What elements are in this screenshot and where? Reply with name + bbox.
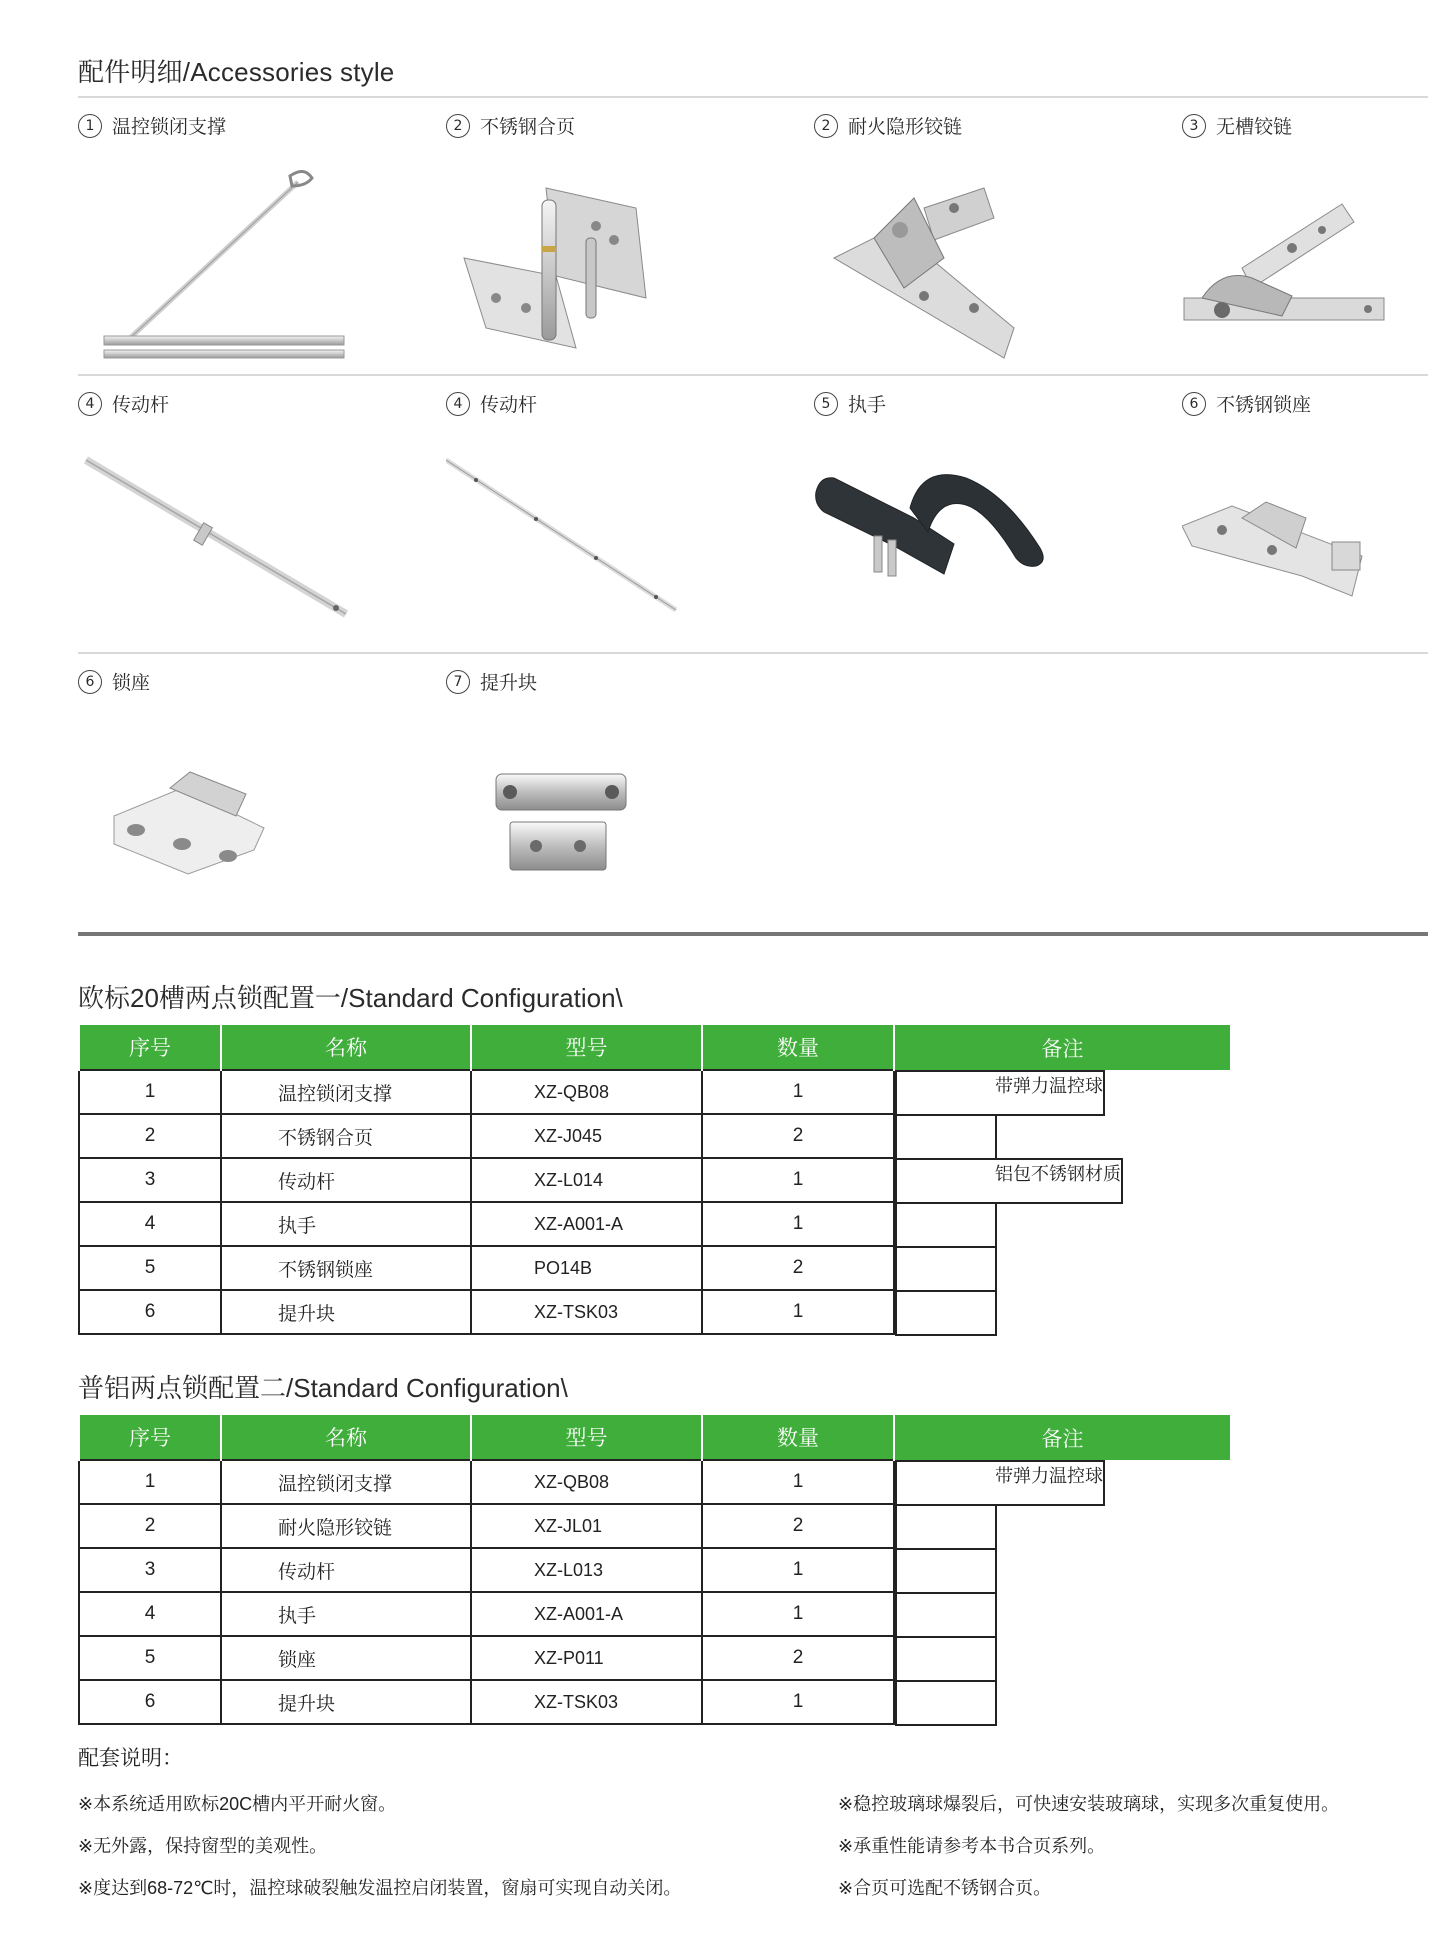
- cell-index: 6: [79, 1290, 221, 1334]
- column-header: 备注: [894, 1025, 1231, 1070]
- grooveless-hinge-image: [1182, 148, 1422, 368]
- cell-name: 不锈钢锁座: [221, 1246, 471, 1290]
- note-text: ※本系统适用欧标20C槽内平开耐火窗。: [78, 1794, 397, 1814]
- item-number: 2: [446, 114, 470, 138]
- notes-title: 配套说明：: [78, 1747, 183, 1770]
- item-label: 无槽铰链: [1216, 117, 1293, 138]
- lock-seat-image: [1182, 426, 1422, 646]
- cell-model: PO14B: [471, 1246, 702, 1290]
- table-row: [79, 1592, 1231, 1636]
- item-number: 4: [78, 392, 102, 416]
- cell-index: 1: [79, 1070, 221, 1114]
- page-title: 配件明细/Accessories style: [78, 57, 395, 87]
- table-row: [79, 1504, 1231, 1548]
- cell-model: XZ-JL01: [471, 1504, 702, 1548]
- divider: [78, 652, 1428, 654]
- cell-index: 5: [79, 1636, 221, 1680]
- cell-model: XZ-L014: [471, 1158, 702, 1202]
- accessory-item: [446, 668, 806, 938]
- cell-remark: [895, 1290, 997, 1336]
- cell-name: 温控锁闭支撑: [221, 1070, 471, 1114]
- cell-model: XZ-QB08: [471, 1070, 702, 1114]
- item-label: 提升块: [480, 673, 538, 694]
- cell-name: 提升块: [221, 1680, 471, 1724]
- item-number: 1: [78, 114, 102, 138]
- note-text: ※稳控玻璃球爆裂后，可快速安装玻璃球，实现多次重复使用。: [838, 1794, 1340, 1814]
- note-text: ※承重性能请参考本书合页系列。: [838, 1836, 1106, 1856]
- cell-quantity: 1: [702, 1548, 894, 1592]
- cell-remark: [895, 1592, 997, 1638]
- cell-index: 3: [79, 1158, 221, 1202]
- column-header: 名称: [221, 1025, 471, 1070]
- item-label: 传动杆: [112, 395, 170, 416]
- cell-quantity: 2: [702, 1636, 894, 1680]
- table-row: [79, 1460, 1231, 1504]
- cell-remark: [895, 1680, 997, 1726]
- cell-index: 3: [79, 1548, 221, 1592]
- table-row: [79, 1548, 1231, 1592]
- cell-quantity: 1: [702, 1070, 894, 1114]
- item-number: 2: [814, 114, 838, 138]
- accessory-item: [1182, 112, 1442, 382]
- cell-quantity: 1: [702, 1158, 894, 1202]
- closing-support-image: [78, 148, 398, 368]
- configuration-table: [78, 1025, 1232, 1335]
- transmission-rod-image: [446, 426, 766, 646]
- item-number: 3: [1182, 114, 1206, 138]
- cell-index: 1: [79, 1460, 221, 1504]
- divider: [78, 96, 1428, 98]
- cell-quantity: 1: [702, 1592, 894, 1636]
- item-label: 传动杆: [480, 395, 538, 416]
- cell-index: 4: [79, 1592, 221, 1636]
- cell-index: 2: [79, 1114, 221, 1158]
- cell-index: 2: [79, 1504, 221, 1548]
- cell-remark: 带弹力温控球: [895, 1070, 1105, 1116]
- table-row: [79, 1070, 1231, 1114]
- table-title: 欧标20槽两点锁配置一/Standard Configuration\: [78, 983, 623, 1013]
- cell-model: XZ-P011: [471, 1636, 702, 1680]
- cell-quantity: 1: [702, 1290, 894, 1334]
- handle-image: [814, 426, 1134, 646]
- cell-remark: 带弹力温控球: [895, 1460, 1105, 1506]
- table-row: [79, 1680, 1231, 1724]
- item-number: 6: [78, 670, 102, 694]
- cell-index: 5: [79, 1246, 221, 1290]
- hinge-image: [446, 148, 766, 368]
- cell-index: 6: [79, 1680, 221, 1724]
- note-text: ※无外露，保持窗型的美观性。: [78, 1836, 328, 1856]
- cell-quantity: 1: [702, 1680, 894, 1724]
- note-text: ※度达到68-72℃时，温控球破裂触发温控启闭装置，窗扇可实现自动关闭。: [78, 1878, 682, 1898]
- cell-remark: [895, 1114, 997, 1160]
- table-row: [79, 1290, 1231, 1334]
- divider: [78, 374, 1428, 376]
- configuration-table: [78, 1415, 1232, 1725]
- accessory-item: [78, 112, 438, 382]
- item-number: 5: [814, 392, 838, 416]
- table-row: [79, 1246, 1231, 1290]
- cell-model: XZ-A001-A: [471, 1202, 702, 1246]
- cell-name: 执手: [221, 1592, 471, 1636]
- cell-remark: [895, 1202, 997, 1248]
- item-label: 不锈钢锁座: [1216, 395, 1312, 416]
- accessory-item: [78, 390, 438, 660]
- table-header-row: [79, 1415, 1231, 1460]
- cell-model: XZ-TSK03: [471, 1680, 702, 1724]
- column-header: 序号: [79, 1415, 221, 1460]
- cell-remark: [895, 1246, 997, 1292]
- cell-remark: [895, 1636, 997, 1682]
- note-text: ※合页可选配不锈钢合页。: [838, 1878, 1052, 1898]
- cell-remark: 铝包不锈钢材质: [895, 1158, 1123, 1204]
- table-row: [79, 1114, 1231, 1158]
- item-number: 4: [446, 392, 470, 416]
- cell-name: 锁座: [221, 1636, 471, 1680]
- item-label: 温控锁闭支撑: [112, 117, 227, 138]
- cell-quantity: 2: [702, 1246, 894, 1290]
- cell-model: XZ-TSK03: [471, 1290, 702, 1334]
- cell-quantity: 2: [702, 1504, 894, 1548]
- cell-name: 温控锁闭支撑: [221, 1460, 471, 1504]
- accessory-item: [1182, 390, 1442, 660]
- cell-name: 提升块: [221, 1290, 471, 1334]
- accessory-item: [78, 668, 438, 938]
- cell-quantity: 2: [702, 1114, 894, 1158]
- table-title: 普铝两点锁配置二/Standard Configuration\: [78, 1373, 568, 1403]
- table-row: [79, 1202, 1231, 1246]
- cell-remark: [895, 1548, 997, 1594]
- table-row: [79, 1636, 1231, 1680]
- column-header: 备注: [894, 1415, 1231, 1460]
- column-header: 数量: [702, 1025, 894, 1070]
- item-number: 6: [1182, 392, 1206, 416]
- cell-name: 传动杆: [221, 1158, 471, 1202]
- cell-name: 传动杆: [221, 1548, 471, 1592]
- cell-model: XZ-L013: [471, 1548, 702, 1592]
- column-header: 型号: [471, 1415, 702, 1460]
- accessory-item: [814, 112, 1174, 382]
- transmission-rod-image: [78, 426, 398, 646]
- column-header: 型号: [471, 1025, 702, 1070]
- item-label: 不锈钢合页: [480, 117, 576, 138]
- item-label: 执手: [848, 395, 887, 416]
- cell-model: XZ-A001-A: [471, 1592, 702, 1636]
- accessory-item: [446, 112, 806, 382]
- lock-seat-image: [78, 704, 398, 924]
- column-header: 序号: [79, 1025, 221, 1070]
- concealed-hinge-image: [814, 148, 1134, 368]
- table-header-row: [79, 1025, 1231, 1070]
- column-header: 数量: [702, 1415, 894, 1460]
- accessory-item: [814, 390, 1174, 660]
- cell-name: 不锈钢合页: [221, 1114, 471, 1158]
- table-row: [79, 1158, 1231, 1202]
- divider: [78, 932, 1428, 936]
- accessory-item: [446, 390, 806, 660]
- cell-model: XZ-QB08: [471, 1460, 702, 1504]
- cell-name: 执手: [221, 1202, 471, 1246]
- item-label: 锁座: [112, 673, 151, 694]
- cell-quantity: 1: [702, 1202, 894, 1246]
- item-label: 耐火隐形铰链: [848, 117, 963, 138]
- cell-remark: [895, 1504, 997, 1550]
- cell-quantity: 1: [702, 1460, 894, 1504]
- item-number: 7: [446, 670, 470, 694]
- lift-block-image: [446, 704, 766, 924]
- column-header: 名称: [221, 1415, 471, 1460]
- cell-name: 耐火隐形铰链: [221, 1504, 471, 1548]
- cell-index: 4: [79, 1202, 221, 1246]
- cell-model: XZ-J045: [471, 1114, 702, 1158]
